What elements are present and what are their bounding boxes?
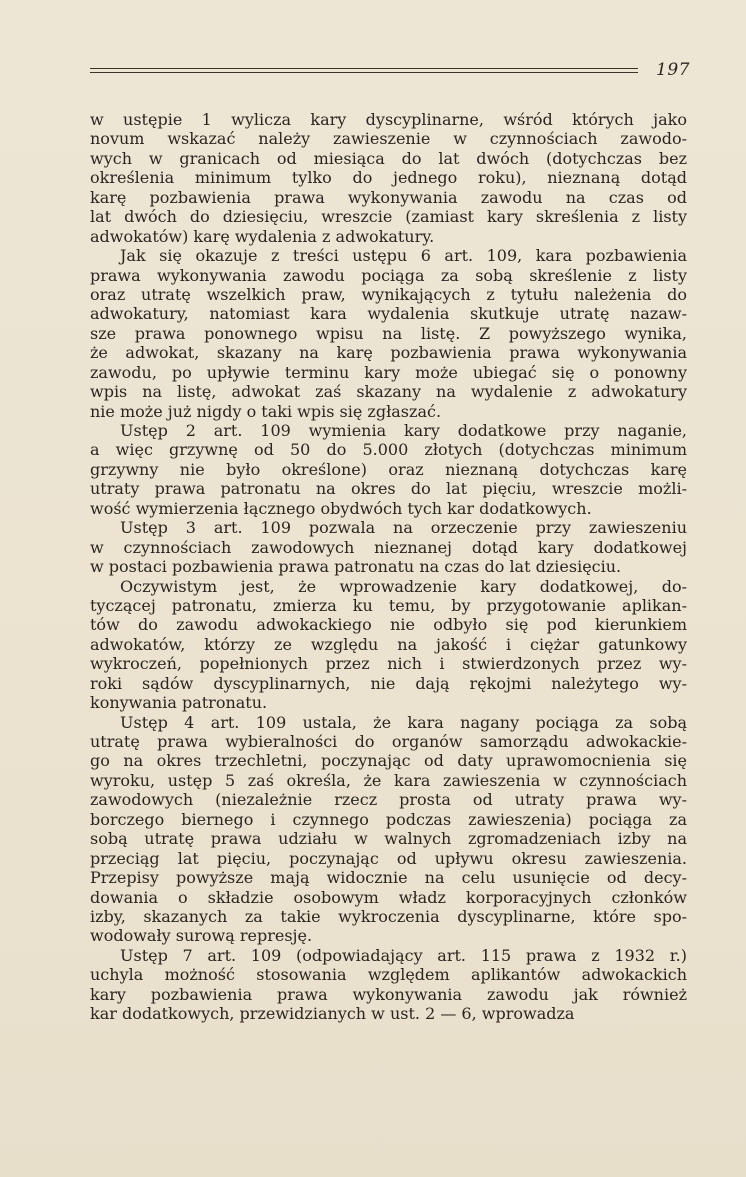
text-line: przeciąg lat pięciu, poczynając od upływu okresu zawieszenia.: [90, 848, 687, 868]
text-line: sze prawa ponownego wpisu na listę. Z powyższego wynika,: [90, 323, 687, 343]
text-line: Przepisy powyższe mają widocznie na celu usunięcie od decy-: [90, 868, 687, 888]
paragraph: [90, 577, 687, 713]
text-line: izby, skazanych za takie wykroczenia dyscyplinarne, które spo-: [90, 906, 687, 926]
text-line: Ustęp 3 art. 109 pozwala na orzeczenie przy zawieszeniu: [120, 518, 687, 538]
text-line: wość wymierzenia łącznego obydwóch tych kar dodatkowych.: [90, 498, 592, 518]
text-line: tyczącej patronatu, zmierza ku temu, by przygotowanie aplikan-: [90, 595, 687, 615]
page-number: 197: [656, 60, 690, 80]
text-line: karę pozbawienia prawa wykonywania zawodu na czas od: [90, 187, 687, 207]
text-line: Ustęp 2 art. 109 wymienia kary dodatkowe przy naganie,: [120, 421, 687, 440]
text-line: dowania o składzie osobowym władz korporacyjnych członków: [90, 887, 687, 907]
text-line: wodowały surową represję.: [90, 926, 313, 946]
text-line: roki sądów dyscyplinarnych, nie dają rękojmi należytego wy-: [90, 673, 687, 693]
text-line: prawa wykonywania zawodu pociąga za sobą skreślenie z listy: [90, 265, 687, 285]
paragraph: [90, 110, 687, 246]
text-line: adwokatów) karę wydalenia z adwokatury.: [90, 226, 435, 246]
text-line: a więc grzywnę od 50 do 5.000 złotych (dotychczas minimum: [90, 440, 687, 460]
text-line: że adwokat, skazany na karę pozbawienia prawa wykonywania: [90, 343, 687, 363]
text-line: Jak się okazuje z treści ustępu 6 art. 109, kara pozbawienia: [120, 246, 687, 266]
text-line: w ustępie 1 wylicza kary dyscyplinarne, wśród których jako: [90, 110, 687, 129]
text-line: wych w granicach od miesiąca do lat dwóch (dotychczas bez: [90, 148, 687, 168]
header-rule-bottom: [90, 72, 638, 73]
text-line: zawodu, po upływie terminu kary może ubiegać się o ponowny: [90, 362, 687, 382]
text-line: w czynnościach zawodowych nieznanej dotąd kary dodatkowej: [90, 537, 687, 557]
text-line: kary pozbawienia prawa wykonywania zawodu jak również: [90, 984, 687, 1004]
text-line: sobą utratę prawa udziału w walnych zgromadzeniach izby na: [90, 829, 687, 849]
text-line: adwokatów, którzy ze względu na jakość i ciężar gatunkowy: [90, 634, 687, 654]
text-line: Oczywistym jest, że wprowadzenie kary dodatkowej, do-: [120, 576, 687, 596]
text-line: wyroku, ustęp 5 zaś określa, że kara zawieszenia w czynnościach: [90, 770, 687, 790]
text-line: utraty prawa patronatu na okres do lat pięciu, wreszcie możli-: [90, 479, 687, 499]
header-rule-top: [90, 68, 638, 69]
text-line: Ustęp 4 art. 109 ustala, że kara nagany pociąga za sobą: [120, 712, 687, 732]
paragraph: [90, 246, 687, 421]
text-line: wpis na listę, adwokat zaś skazany na wydalenie z adwokatury: [90, 382, 687, 402]
text-line: Ustęp 7 art. 109 (odpowiadający art. 115 prawa z 1932 r.): [120, 945, 687, 965]
text-line: utratę prawa wybieralności do organów samorządu adwokackie-: [90, 732, 687, 751]
body-text: [90, 110, 687, 1024]
running-header: [90, 60, 690, 86]
text-line: wykroczeń, popełnionych przez nich i stwierdzonych przez wy-: [90, 654, 687, 674]
text-line: w postaci pozbawienia prawa patronatu na czas do lat dziesięciu.: [90, 557, 622, 577]
text-line: określenia minimum tylko do jednego roku), nieznaną dotąd: [90, 168, 687, 188]
paragraph: [90, 713, 687, 946]
text-line: adwokatury, natomiast kara wydalenia skutkuje utratę nazaw-: [90, 304, 687, 324]
paragraph: [90, 946, 687, 1024]
text-line: novum wskazać należy zawieszenie w czynnościach zawodo-: [90, 129, 687, 149]
text-line: zawodowych (niezależnie rzecz prosta od utraty prawa wy-: [90, 790, 687, 810]
text-line: lat dwóch do dziesięciu, wreszcie (zamiast kary skreślenia z listy: [90, 207, 687, 227]
paragraph: [90, 518, 687, 576]
text-line: nie może już nigdy o taki wpis się zgłaszać.: [90, 401, 442, 421]
text-line: go na okres trzechletni, poczynając od daty uprawomocnienia się: [90, 751, 687, 771]
paragraph: [90, 421, 687, 518]
text-line: uchyla możność stosowania względem aplikantów adwokackich: [90, 965, 687, 985]
text-line: oraz utratę wszelkich praw, wynikających z tytułu należenia do: [90, 284, 687, 304]
text-line: tów do zawodu adwokackiego nie odbyło się pod kierunkiem: [90, 615, 687, 635]
text-line: konywania patronatu.: [90, 693, 268, 713]
text-line: borczego biernego i czynnego podczas zawieszenia) pociąga za: [90, 809, 687, 829]
text-line: kar dodatkowych, przewidzianych w ust. 2 — 6, wprowadza: [90, 1004, 575, 1024]
text-line: grzywny nie było określone) oraz nieznaną dotychczas karę: [90, 459, 687, 479]
